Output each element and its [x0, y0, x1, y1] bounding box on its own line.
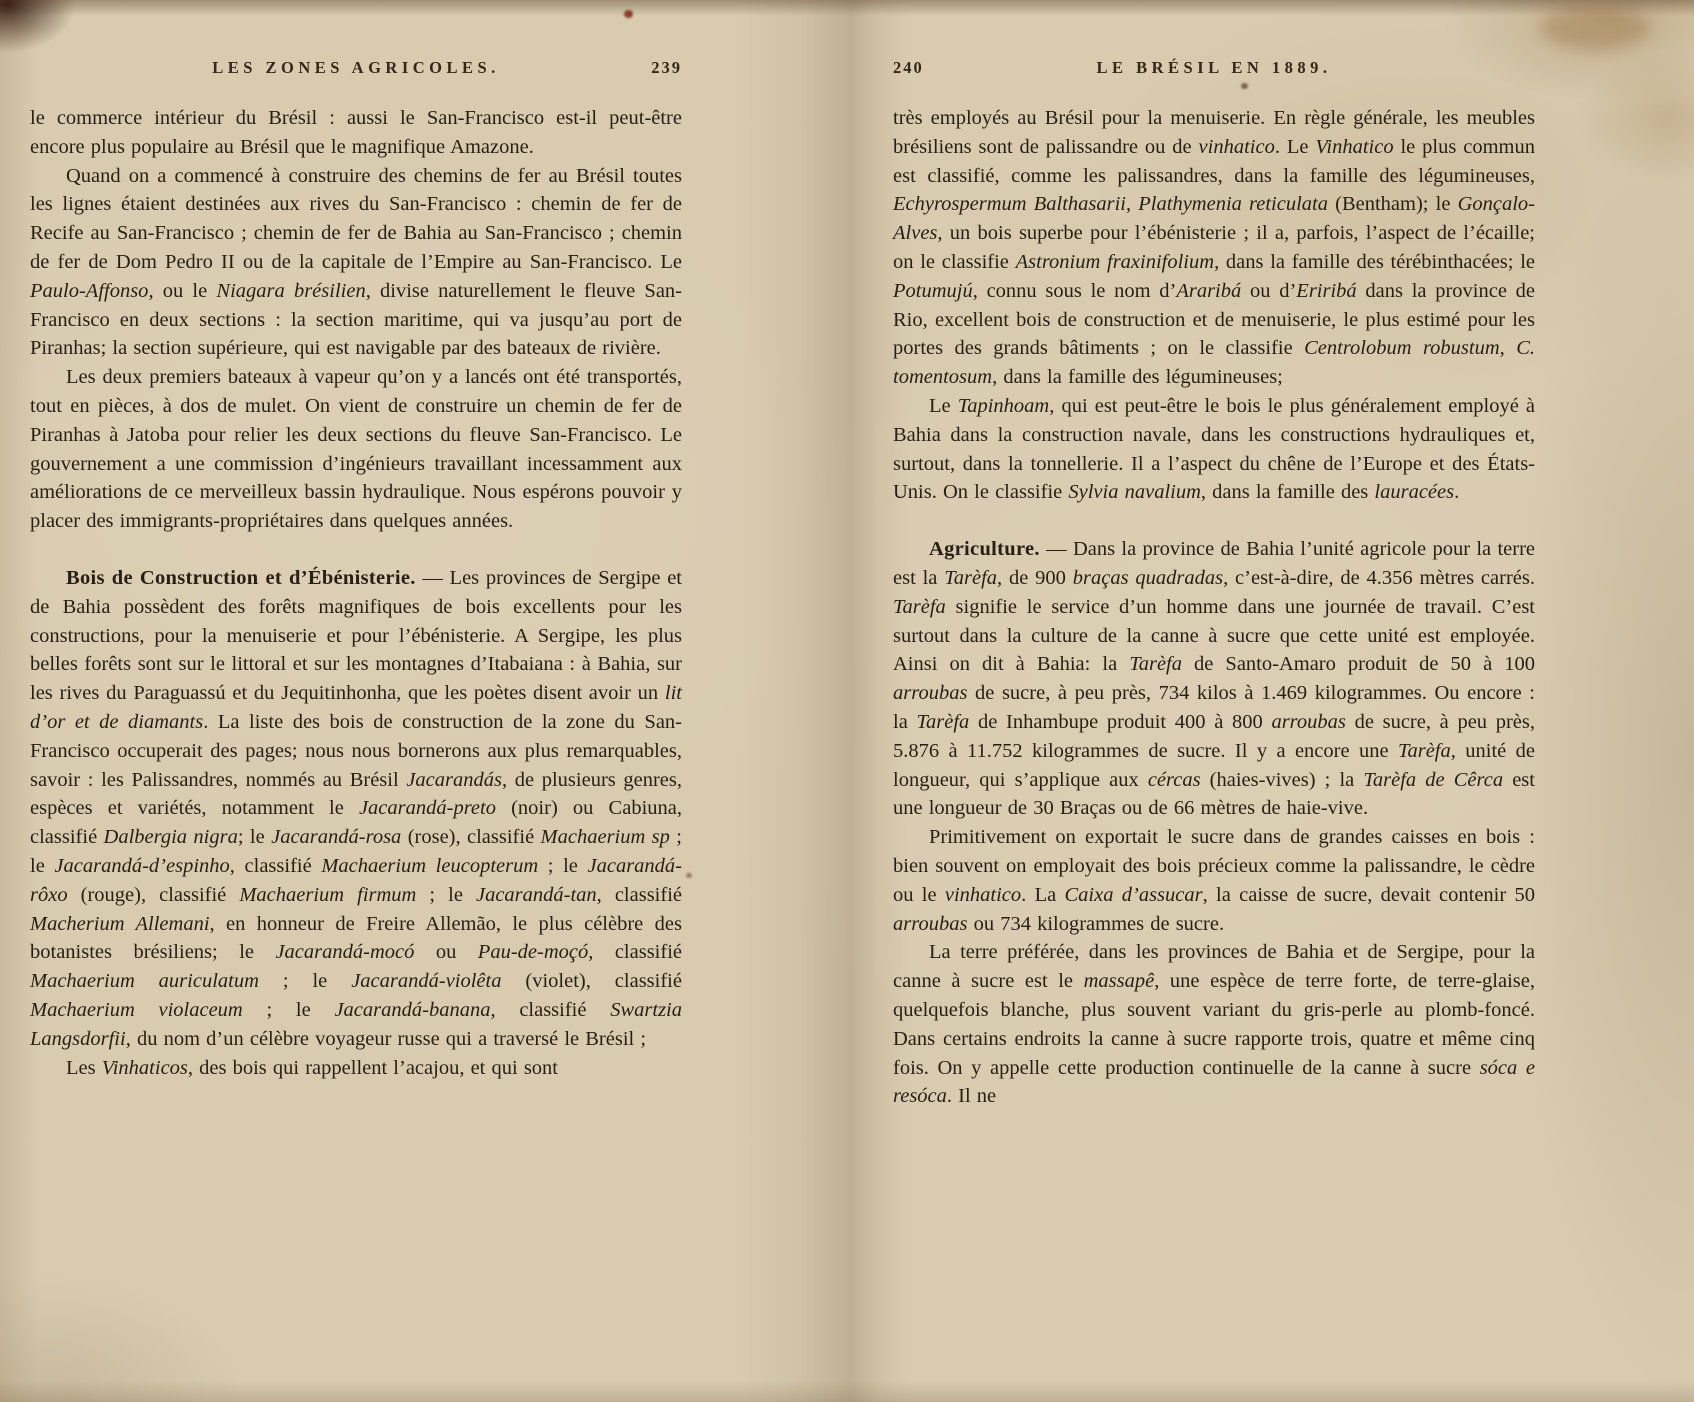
page-number-right: 240: [893, 58, 924, 77]
page-left: [30, 58, 682, 1082]
paragraph: Primitivement on exportait le sucre dans de grandes caisses en bois : bien souvent on employait des bois précieux comme la palissandre, le cèdre ou le vinhatico. La Caixa d’assucar, la caisse de sucre, devait contenir 50 arroubas ou 734 kilogrammes de sucre.: [893, 826, 1535, 935]
paper-stain: [1540, 6, 1650, 50]
paragraph: La terre préférée, dans les provinces de Bahia et de Sergipe, pour la canne à sucre est le massapê, une espèce de terre forte, de terre-glaise, quelquefois blanche, plus souvent variant du gris-perle au plomb-foncé. Dans certains endroits la canne à sucre rapporte trois, quatre et même cinq fois. On y appelle cette production continuelle de la canne à sucre sóca e resóca. Il ne: [893, 941, 1535, 1108]
page-right-body: [893, 104, 1535, 1111]
paragraph: Quand on a commencé à construire des chemins de fer au Brésil toutes les lignes étaient destinées aux rives du San-Francisco : chemin de fer de Recife au San-Francisco ; chemin de fer de Bahia au San-Francisco ; chemin de fer de Dom Pedro II ou de la capitale de l’Empire au San-Francisco. Le Paulo-Affonso, ou le Niagara brésilien, divise naturellement le fleuve San-Francisco en deux sections : la section maritime, qui va jusqu’au port de Piranhas; la section supérieure, qui est navigable par des bateaux de rivière.: [30, 164, 683, 360]
page-left-header: [30, 58, 682, 88]
page-number-left: 239: [651, 58, 682, 77]
page-left-body: [30, 104, 682, 1082]
paragraph: Les Vinhaticos, des bois qui rappellent l’acajou, et qui sont: [66, 1056, 558, 1079]
page-right-header: [893, 58, 1535, 88]
paragraph: Bois de Construction et d’Ébénisterie. — Les provinces de Sergipe et de Bahia possèdent des forêts magnifiques de bois excellents pour les constructions, pour la menuiserie et pour l’ébénisterie. A Sergipe, les plus belles forêts sont sur le littoral et sur les montagnes d’Itabaiana : à Bahia, sur les rives du Paraguassú et du Jequitinhonha, que les poètes disent avoir un lit d’or et de diamants. La liste des bois de construction de la zone du San-Francisco occuperait des pages; nous nous bornerons aux plus remarquables, savoir : les Palissandres, nommés au Brésil Jacarandás, de plusieurs genres, espèces et variétés, notamment le Jacarandá-preto (noir) ou Cabiuna, classifié Dalbergia nigra; le Jacarandá-rosa (rose), classifié Machaerium sp ; le Jacarandá-d’espinho, classifié Machaerium leucopterum ; le Jacarandá-rôxo (rouge), classifié Machaerium firmum ; le Jacarandá-tan, classifié Macherium Allemani, en honneur de Freire Allemão, le plus célèbre des botanistes brésiliens; le Jacarandá-mocó ou Pau-de-moçó, classifié Machaerium auriculatum ; le Jacarandá-violêta (violet), classifié Machaerium violaceum ; le Jacarandá-banana, classifié Swartzia Langsdorfii, du nom d’un célèbre voyageur russe qui a traversé le Brésil ;: [30, 566, 683, 1050]
running-title-right: LE BRÉSIL EN 1889.: [1096, 58, 1332, 77]
paragraph: Agriculture. — Dans la province de Bahia l’unité agricole pour la terre est la Tarèfa, de 900 braças quadradas, c’est-à-dire, de 4.356 mètres carrés. Tarèfa signifie le service d’un homme dans une journée de travail. C’est surtout dans la culture de la canne à sucre que cette unité est employée. Ainsi on dit à Bahia: la Tarèfa de Santo-Amaro produit de 50 à 100 arroubas de sucre, à peu près, 734 kilos à 1.469 kilogrammes. Ou encore : la Tarèfa de Inhambupe produit 400 à 800 arroubas de sucre, à peu près, 5.876 à 11.752 kilogrammes de sucre. Il y a encore une Tarèfa, unité de longueur, qui s’applique aux cércas (haies-vives) ; la Tarèfa de Cêrca est une longueur de 30 Braças ou de 66 mètres de haie-vive.: [893, 538, 1536, 820]
page-right: [893, 58, 1535, 1111]
paragraph: Les deux premiers bateaux à vapeur qu’on y a lancés ont été transportés, tout en pièces, à dos de mulet. On vient de construire un chemin de fer de Piranhas à Jatoba pour relier les deux sections du fleuve San-Francisco. Le gouvernement a une commission d’ingénieurs travaillant incessamment aux améliorations de ce merveilleux bassin hydraulique. Nous espérons pouvoir y placer des immigrants-propriétaires dans quelques années.: [30, 366, 682, 533]
paragraph: Le Tapinhoam, qui est peut-être le bois le plus généralement employé à Bahia dans la construction navale, dans les constructions hydrauliques et, surtout, dans la tonnellerie. Il a l’aspect du chêne de l’Europe et des États-Unis. On le classifie Sylvia navalium, dans la famille des lauracées.: [893, 394, 1535, 504]
running-title-left: LES ZONES AGRICOLES.: [212, 58, 500, 77]
paragraph: le commerce intérieur du Brésil : aussi le San-Francisco est-il peut-être encore plus populaire au Brésil que le magnifique Amazone.: [30, 107, 682, 158]
paper-stain: [686, 873, 692, 878]
ink-stain: [624, 10, 633, 18]
paragraph: très employés au Brésil pour la menuiserie. En règle générale, les meubles brésiliens sont de palissandre ou de vinhatico. Le Vinhatico le plus commun est classifié, comme les palissandres, dans la famille des légumineuses, Echyrospermum Balthasarii, Plathymenia reticulata (Bentham); le Gonçalo-Alves, un bois superbe pour l’ébénisterie ; il a, parfois, l’aspect de l’écaille; on le classifie Astronium fraxinifolium, dans la famille des térébinthacées; le Potumujú, connu sous le nom d’Araribá ou d’Eriribá dans la province de Rio, excellent bois de construction et de menuiserie, le plus estimé pour les portes des grands bâtiments ; on le classifie Centrolobum robustum, C. tomentosum, dans la famille des légumineuses;: [893, 107, 1535, 389]
